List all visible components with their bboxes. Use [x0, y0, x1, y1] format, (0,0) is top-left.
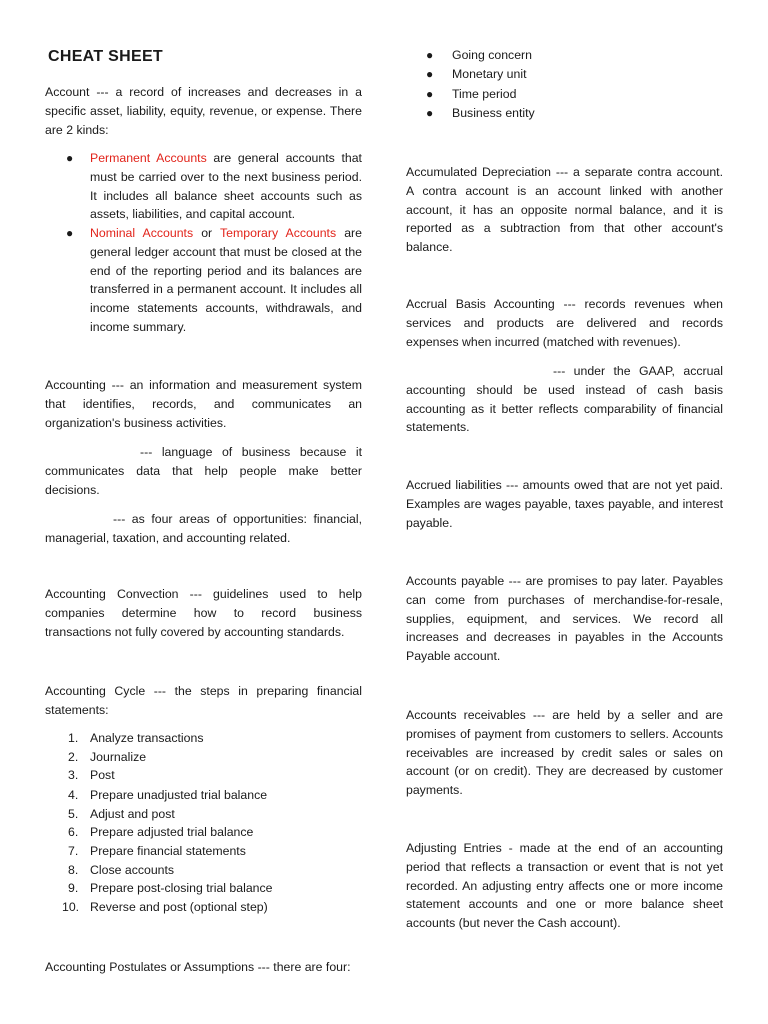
- accounting-convection: Accounting Convection --- guidelines used to help companies determine how to record business transactions not fully covered by accounting standards.: [45, 587, 362, 639]
- permanent-accounts-term: Permanent Accounts: [90, 151, 207, 165]
- bullet-icon: ●: [426, 48, 434, 62]
- temporary-accounts-term: Temporary Accounts: [220, 226, 337, 240]
- bullet-icon: ●: [426, 87, 434, 101]
- accounting-language: --- language of business because it communicates data that help people make better decisions.: [45, 445, 362, 497]
- accounting-areas: --- as four areas of opportunities: financial, managerial, taxation, and accounting related.: [45, 512, 362, 545]
- bullet-icon: ●: [66, 151, 74, 165]
- accounting-cycle: Accounting Cycle --- the steps in preparing financial statements:: [45, 684, 362, 717]
- accrued-liabilities: Accrued liabilities --- amounts owed that are not yet paid. Examples are wages payable, taxes payable, and interest payable.: [406, 478, 723, 530]
- accounting-definition: Accounting --- an information and measurement system that identifies, records, and communicates an organization's business activities.: [45, 378, 362, 430]
- or-text: or: [193, 226, 221, 240]
- kinds-item-nominal: [45, 224, 362, 337]
- accrual-gaap-note: --- under the GAAP, accrual accounting should be used instead of cash basis accounting as it better reflects comparability of financial statements.: [406, 364, 723, 435]
- permanent-accounts-desc: are general accounts that must be carried over to the next business period. It includes all balance sheet accounts such as assets, liabilities, and capital account.: [90, 151, 362, 222]
- adjusting-entries: Adjusting Entries - made at the end of an accounting period that reflects a transaction or event that is not yet recorded. An adjusting entry affects one or more income statement accounts and one or more balance sheet accounts (but never the Cash account).: [406, 841, 723, 931]
- accumulated-depreciation: Accumulated Depreciation --- a separate contra account. A contra account is an account linked with another account, it has an opposite normal balance, and it is reported as a subtraction from that other account's balance.: [406, 165, 723, 255]
- bullet-icon: ●: [66, 226, 74, 240]
- nominal-accounts-desc: are general ledger account that must be closed at the end of the reporting period and its balances are transferred in a permanent account. It includes all income statements accounts, withdrawals, and income summary.: [90, 226, 362, 334]
- accounts-receivables: Accounts receivables --- are held by a seller and are promises of payment from customers to sellers. Accounts receivables are increased by credit sales or sales on account (or on credit). They are decreased by customer payments.: [406, 708, 723, 798]
- account-definition: [45, 83, 362, 139]
- accounts-payable: Accounts payable --- are promises to pay later. Payables can come from purchases of merchandise-for-resale, supplies, equipment, and services. We record all increases and decreases in payables in the Accounts Payable account.: [406, 574, 723, 664]
- page-title: CHEAT SHEET: [48, 48, 164, 65]
- bullet-icon: ●: [426, 106, 434, 120]
- accounting-postulates: Accounting Postulates or Assumptions --- there are four:: [45, 960, 351, 974]
- bullet-icon: ●: [426, 67, 434, 81]
- nominal-accounts-term: Nominal Accounts: [90, 226, 194, 240]
- kinds-item-permanent: [45, 149, 362, 224]
- accrual-basis-accounting: Accrual Basis Accounting --- records revenues when services and products are delivered and records expenses when incurred (matched with revenues).: [406, 297, 723, 349]
- account-definition-text: Account --- a record of increases and decreases in a specific asset, liability, equity, revenue, or expense. There are 2 kinds:: [45, 85, 362, 137]
